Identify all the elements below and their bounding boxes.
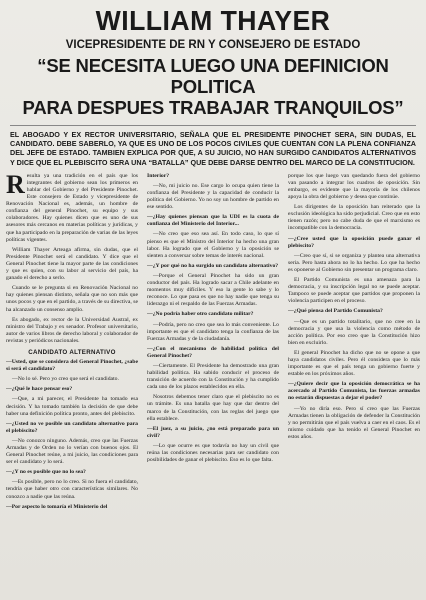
interview-answer: —Ciertamente. El Presidente ha demostrado una gran habilidad política. Ha sabido conducir el proceso de transición de acuerdo con la Constitución y ha cumplido cada uno de los plazos establecidos en ella.	[147, 362, 279, 391]
interview-question: —¿Hay quienes piensan que la UDI es la cuota de confianza del Ministerio del Interior...	[147, 214, 279, 228]
interview-question: Interior?	[147, 172, 170, 179]
interviewee-title: VICEPRESIDENTE DE RN Y CONSEJERO DE ESTADO	[65, 39, 361, 51]
body-paragraph: El Partido Comunista es una amenaza para la democracia, y su inscripción legal no se puede aceptar. Tampoco se puede aceptar que partidos que proponen la violencia participen en el proceso.	[288, 277, 420, 305]
body-paragraph: Cuando se le pregunta si en Renovación Nacional no hay quienes piensan distinto, señala que no son más que unos pocos y que en el partido, a través de su directiva, se ha alcanzado un consenso amplio.	[6, 285, 138, 313]
interview-answer: —Es posible, pero no lo creo. Si no fuera el candidato, tendría que haber otro con características similares. No conozco a nadie que las reúna.	[6, 479, 138, 500]
interview-answer: —No lo sé. Pero yo creo que será el candidato.	[12, 376, 119, 383]
interview-question: —¿Usted no ve posible un candidato alternativo para el plebiscito?	[6, 420, 138, 434]
body-paragraph: William Thayer Arteaga afirma, sin dudas, que el Presidente Pinochet será el candidato. Y dice que el General Pinochet tiene la mayor parte de las condiciones y que es quien, con su labor al servicio del país, ha ganado el derecho a serlo.	[6, 246, 138, 282]
interview-question: —¿Con el mecanismo de habilidad política del General Pinochet?	[147, 345, 279, 359]
interview-answer: —Creo que sí, si se organiza y plantea una alternativa seria. Pero hasta ahora no lo ha hecho. Lo que ha hecho es oponerse al Gobierno sin presentar un programa claro.	[288, 252, 420, 273]
interview-answer: —Lo que ocurre es que todavía no hay un civil que reúna las condiciones necesarias para ser candidato con posibilidades de ganar el plebiscito. Eso es lo que falta.	[147, 442, 279, 464]
interview-answer: —Que es un partido totalitario, que no cree en la democracia y que usa la violencia como método de acción política. Por eso creo que la Constitución hizo bien en excluirlo.	[288, 318, 420, 346]
interview-question: —¿Qué piensa del Partido Comunista?	[288, 308, 383, 315]
article-body	[6, 173, 420, 541]
interview-question: —¿Cree usted que la oposición puede ganar el plebiscito?	[288, 235, 420, 249]
interview-question: —¿Qué le hace pensar eso?	[6, 386, 73, 393]
body-paragraph: porque los que luego van quedando fuera del gobierno van pasando a integrar los cuadros de oposición. Sin embargo, es evidente que la mayoría de los chilenos apoya la obra del gobierno y desea que continúe.	[288, 172, 420, 201]
headline-block	[6, 6, 420, 118]
interview-answer: —No creo que eso sea así. En todo caso, lo que sí pienso es que el Ministro del Interior ha hecho una gran labor. Ha logrado que el Gobierno y la oposición se sienten a conversar sobre temas de interés nacional.	[147, 231, 279, 259]
interview-question: —¿Y no es posible que no lo sea?	[6, 469, 86, 476]
interview-question: —El juez, a su juicio, ¿no está preparado para un civil?	[147, 425, 279, 439]
interview-answer: —Yo no diría eso. Pero sí creo que las Fuerzas Armadas tienen la obligación de defender la Constitución y no permitirán que el país vuelva a caer en el caos. Es el mismo cuidado que ha tenido el General Pinochet en estos años.	[288, 405, 420, 440]
interview-question: —Usted, que se considera del General Pinochet, ¿sabe si será el candidato?	[6, 359, 138, 373]
column-1	[6, 173, 138, 541]
column-3	[288, 173, 420, 541]
interviewee-name: WILLIAM THAYER	[95, 5, 331, 36]
interview-question: —¿Y por qué no ha surgido un candidato alternativo?	[147, 262, 279, 269]
drop-cap: R	[6, 172, 25, 199]
opening-text: esulta ya una tradición en el país que los integrantes del gobierno sean los primeros en hablar del Gobierno y del Presidente Pinochet. Este consejero de Estado y vicepresidente de Renovación Nacional es, además, un hombre de confianza del general Pinochet, su equipo y sus colaboradores. Hay quienes dicen que es uno de sus asesores más cercanos en materias políticas y jurídicas, y que ha participado en la preparación de varias de las leyes políticas vigentes.	[6, 172, 138, 243]
section-subhead: CANDIDATO ALTERNATIVO	[28, 348, 116, 356]
column-2	[147, 173, 279, 541]
interview-question: —¿Quiere decir que la oposición democrática se ha acercado al Partido Comunista, las fuerzas armadas no estarán dispuestas a dejar el poder?	[288, 381, 420, 402]
interview-question: —¿No podría haber otro candidato militar?	[147, 311, 254, 318]
headline-quote-line2: PARA DESPUES TRABAJAR TRANQUILOS”	[22, 97, 404, 118]
headline-quote-line1: “SE NECESITA LUEGO UNA DEFINICION POLITICA	[37, 55, 389, 97]
interview-answer: —No, mi juicio no. Ese cargo lo ocupa quien tiene la confianza del Presidente y la capacidad de conducir la política del Gobierno. Yo no soy un hombre de partido en ese sentido.	[147, 182, 279, 211]
opening-paragraph	[6, 173, 138, 244]
body-paragraph: Nosotros debemos tener claro que el plebiscito no es un trámite. Es una batalla que hay que dar dentro del marco de la Constitución, con las reglas del juego que ella establece.	[147, 394, 279, 422]
interview-answer: —No conozco ninguno. Además, creo que las Fuerzas Armadas y de Orden no lo verían con buenos ojos. El General Pinochet reúne, a mi juicio, las condiciones para ser el candidato y lo será.	[6, 437, 138, 466]
body-paragraph: Es abogado, ex rector de la Universidad Austral, ex ministro del Trabajo y ex senador. Profesor universitario, autor de varios libros de derecho laboral y colaborador de revistas y periódicos nacionales.	[6, 316, 138, 344]
interview-answer: —Podría, pero no creo que sea lo más conveniente. Lo importante es que el candidato tenga la confianza de las Fuerzas Armadas y de la ciudadanía.	[147, 321, 279, 342]
interview-answer: —Porque el General Pinochet ha sido un gran conductor del país. Ha logrado sacar a Chile adelante en momentos muy difíciles. Y eso la gente lo sabe y lo reconoce. Lo que pasa es que no hay nadie que tenga su liderazgo ni el respaldo de las Fuerzas Armadas.	[147, 272, 279, 308]
interview-question: —Por aspecto lo tomaría el Ministerio del	[6, 503, 108, 510]
body-paragraph: Los dirigentes de la oposición han reiterado que la exclusión ideológica ha sido perjudicial. Creo que en esto tienen razón; pero no cabe duda de que el marxismo es incompatible con la democracia.	[288, 204, 420, 232]
lead-paragraph: EL ABOGADO Y EX RECTOR UNIVERSITARIO, SEÑALA QUE EL PRESIDENTE PINOCHET SERA, SIN DUDAS, EL CANDIDATO. DEBE SABERLO, YA QUE ES UNO DE LOS POCOS CIVILES QUE CUENTAN CON LA PLENA CONFIANZA DEL JEFE DE ESTADO. TAMBIEN EXPLICA POR QUE, A SU JUICIO, NO HAN SURGIDO CANDIDATOS ALTERNATIVOS Y DICE QUE EL PLEBISCITO SERA UNA “BATALLA” QUE DEBE DARSE DENTRO DEL MARCO DE LA CONSTITUCION.	[10, 125, 416, 167]
interview-answer: —Que, a mi parecer, el Presidente ha tomado esa decisión. Y ha tomado también la decisión de que debe haber una definición política pronto, antes del plebiscito.	[6, 396, 138, 417]
body-paragraph: El general Pinochet ha dicho que no se opone a que haya candidatos civiles. Pero él considera que lo más importante es que el país tenga un gobierno fuerte y estable en los próximos años.	[288, 349, 420, 378]
